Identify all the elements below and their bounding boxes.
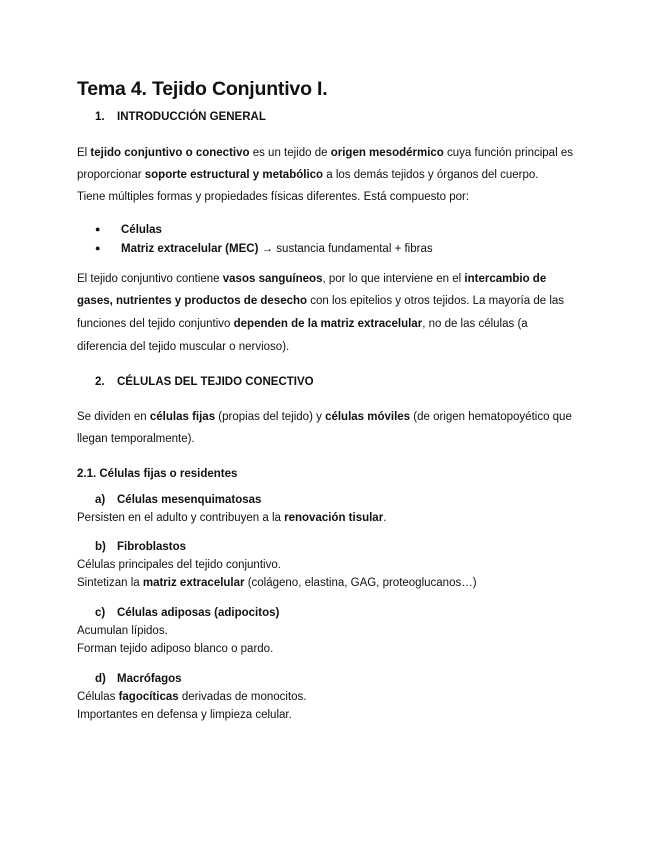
text: (colágeno, elastina, GAG, proteoglucanos…) (244, 577, 477, 589)
section-1-title: INTRODUCCIÓN GENERAL (117, 111, 266, 123)
text: es un tejido de (249, 147, 331, 159)
bold-text: Matriz extracelular (MEC) (121, 243, 259, 255)
text: proporcionar (77, 169, 145, 181)
sub-d-heading (95, 673, 182, 685)
text: con los epitelios y otros tejidos. La mayoría de las (307, 295, 565, 307)
bold-text: dependen de la matriz extracelular (233, 318, 423, 330)
sub-c-line-1: Acumulan lípidos. (77, 625, 168, 637)
section-2-title: CÉLULAS DEL TEJIDO CONECTIVO (117, 376, 314, 388)
text: (de origen hematopoyético que (410, 411, 572, 423)
bold-text: Células (121, 224, 162, 236)
bold-text: vasos sanguíneos (222, 273, 323, 285)
section-2-number: 2. (95, 376, 105, 388)
text: a los demás tejidos y órganos del cuerpo. (323, 169, 539, 181)
para3-line-2: llegan temporalmente). (77, 433, 195, 445)
text: → sustancia fundamental + fibras (258, 243, 433, 255)
sub-b-line-1: Células principales del tejido conjuntivo. (77, 559, 281, 571)
sub-title: Células adiposas (adipocitos) (117, 607, 280, 619)
intro-line-1 (77, 147, 573, 159)
text: Persisten en el adulto y contribuyen a la (77, 512, 285, 524)
section-1-heading (95, 111, 266, 123)
para2-line-3 (77, 318, 528, 330)
sub-a-line-1 (77, 512, 386, 524)
text: cuya función principal es (443, 147, 573, 159)
intro-line-2 (77, 169, 539, 181)
bullet-item (95, 224, 162, 236)
text: funciones del tejido conjuntivo (77, 318, 234, 330)
bold-text: tejido conjuntivo o conectivo (90, 147, 250, 159)
para2-line-2 (77, 295, 564, 307)
bullet-item (95, 243, 433, 255)
bold-text: matriz extracelular (142, 577, 245, 589)
text: El tejido conjuntivo contiene (77, 273, 223, 285)
para3-line-1 (77, 411, 572, 423)
sub-letter: c) (95, 607, 106, 619)
sub-b-heading (95, 541, 186, 553)
text: El (77, 147, 91, 159)
text: Células (77, 691, 119, 703)
sub-title: Células mesenquimatosas (117, 494, 262, 506)
sub-letter: b) (95, 541, 106, 553)
bullet-icon: ● (95, 243, 101, 253)
bold-text: gases, nutrientes y productos de desecho (77, 295, 308, 307)
para2-line-1 (77, 273, 546, 285)
intro-line-3: Tiene múltiples formas y propiedades físicas diferentes. Está compuesto por: (77, 191, 470, 203)
text: (propias del tejido) y (215, 411, 326, 423)
bold-text: renovación tisular (284, 512, 384, 524)
text: Se dividen en (77, 411, 150, 423)
text: derivadas de monocitos. (178, 691, 307, 703)
sub-c-line-2: Forman tejido adiposo blanco o pardo. (77, 643, 274, 655)
text: . (383, 512, 387, 524)
sub-c-heading (95, 607, 279, 619)
sub-d-line-1 (77, 691, 307, 703)
text: Sintetizan la (77, 577, 143, 589)
para2-line-4: diferencia del tejido muscular o nervioso). (77, 341, 290, 353)
section-1-number: 1. (95, 111, 105, 123)
bold-text: células fijas (149, 411, 216, 423)
text: , no de las células (a (422, 318, 528, 330)
sub-letter: a) (95, 494, 106, 506)
sub-title: Macrófagos (117, 673, 182, 685)
sub-letter: d) (95, 673, 106, 685)
sub-title: Fibroblastos (117, 541, 187, 553)
page-title: Tema 4. Tejido Conjuntivo I. (77, 78, 328, 100)
sub-d-line-2: Importantes en defensa y limpieza celular. (77, 709, 292, 721)
bullet-icon: ● (95, 224, 101, 234)
bold-text: células móviles (325, 411, 411, 423)
bold-text: soporte estructural y metabólico (144, 169, 324, 181)
bold-text: origen mesodérmico (330, 147, 444, 159)
sub-b-line-2 (77, 577, 477, 589)
section-2-heading (95, 376, 314, 388)
bold-text: intercambio de (464, 273, 547, 285)
subsection-2-1-heading: 2.1. Células fijas o residentes (77, 468, 238, 480)
bold-text: fagocíticas (118, 691, 179, 703)
text: , por lo que interviene en el (322, 273, 465, 285)
sub-a-heading (95, 494, 261, 506)
